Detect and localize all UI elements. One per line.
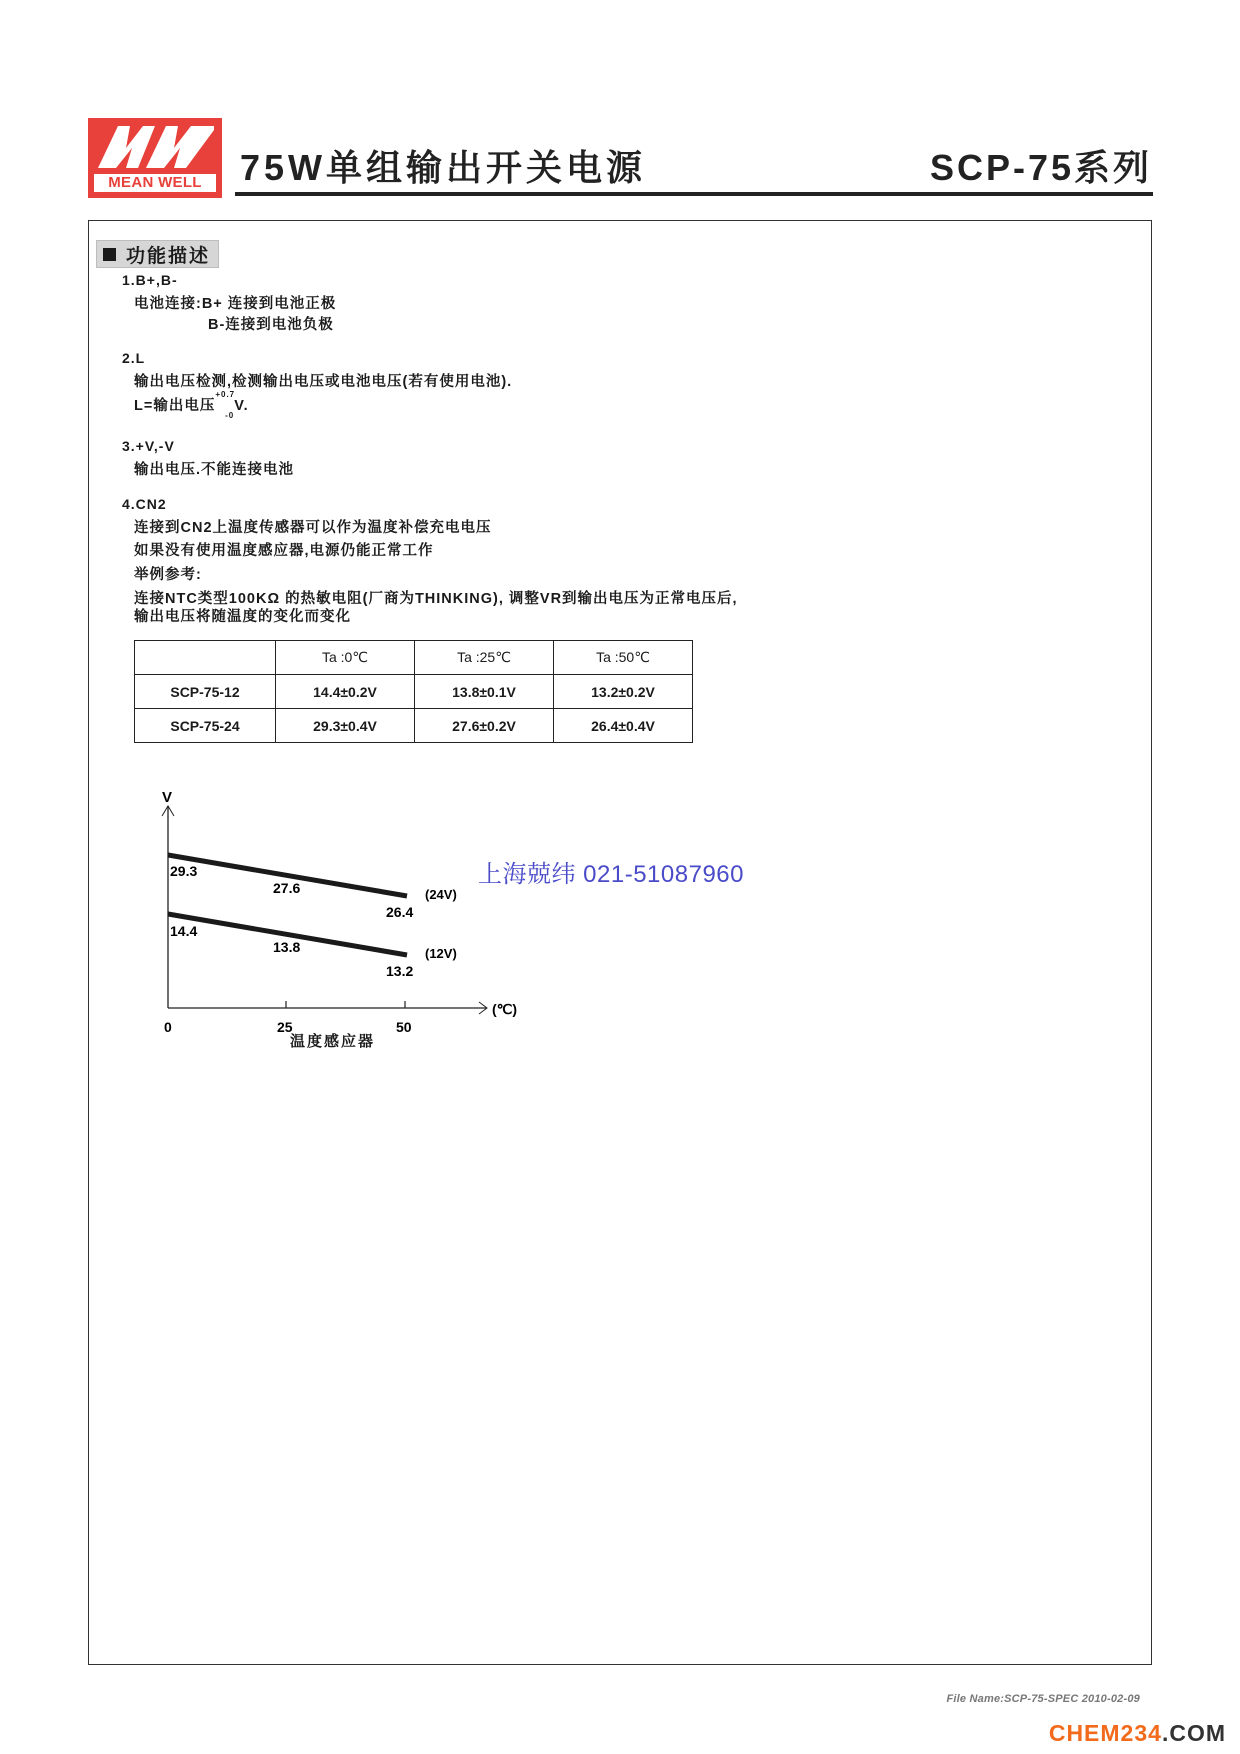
point-label: 26.4 <box>386 904 414 920</box>
x-axis-unit: (℃) <box>492 1001 518 1017</box>
model-cell: SCP-75-12 <box>135 675 276 709</box>
item-4-heading: 4.CN2 <box>122 496 167 512</box>
site-watermark <box>1049 1720 1226 1747</box>
watermark-contact: 上海兢纬 021-51087960 <box>478 861 744 888</box>
point-label: 13.2 <box>386 963 414 979</box>
model-cell: SCP-75-24 <box>135 709 276 743</box>
item-2-line-2 <box>134 390 249 420</box>
item-2-unit: V. <box>234 398 249 414</box>
section-title: 功能描述 <box>126 245 211 267</box>
x-tick-label: 0 <box>164 1019 172 1035</box>
item-4-line-5: 输出电压将随温度的变化而变化 <box>134 609 351 625</box>
item-1-line-1: 电池连接:B+ 连接到电池正极 <box>134 296 337 312</box>
section-heading <box>96 240 219 268</box>
value-cell: 13.2±0.2V <box>554 675 693 709</box>
y-axis-label: V <box>162 789 173 806</box>
table-header-cell: Ta :0℃ <box>276 641 415 675</box>
value-cell: 26.4±0.4V <box>554 709 693 743</box>
item-2-line-1: 输出电压检测,检测输出电压或电池电压(若有使用电池). <box>134 374 513 390</box>
x-tick-label: 50 <box>396 1019 412 1035</box>
temperature-voltage-table <box>134 640 693 743</box>
item-3-line-1: 输出电压.不能连接电池 <box>134 462 295 478</box>
table-header-cell <box>135 641 276 675</box>
mw-logo-icon <box>88 118 222 174</box>
item-4-line-1: 连接到CN2上温度传感器可以作为温度补偿充电电压 <box>134 520 492 536</box>
site-tld: .COM <box>1161 1720 1226 1746</box>
item-3-heading: 3.+V,-V <box>122 438 175 454</box>
series-label-12v: (12V) <box>425 946 457 961</box>
item-2-formula: L=输出电压 <box>134 398 216 414</box>
point-label: 29.3 <box>170 863 198 879</box>
table-row <box>135 675 693 709</box>
chart-caption: 温度感应器 <box>290 1033 376 1050</box>
value-cell: 14.4±0.2V <box>276 675 415 709</box>
table-header-cell: Ta :50℃ <box>554 641 693 675</box>
brand-wordmark: MEAN WELL <box>94 174 216 192</box>
item-4-line-3: 举例参考: <box>134 567 202 583</box>
value-cell: 27.6±0.2V <box>415 709 554 743</box>
point-label: 14.4 <box>170 923 198 939</box>
value-cell: 13.8±0.1V <box>415 675 554 709</box>
item-4-line-2: 如果没有使用温度感应器,电源仍能正常工作 <box>134 543 434 559</box>
header-rule <box>235 192 1153 196</box>
value-cell: 29.3±0.4V <box>276 709 415 743</box>
site-name: CHEM234 <box>1048 1720 1162 1746</box>
tolerance-plus: +0.7 <box>215 390 236 400</box>
table-header-row <box>135 641 693 675</box>
series-label-24v: (24V) <box>425 887 457 902</box>
file-name: File Name:SCP-75-SPEC 2010-02-09 <box>946 1693 1140 1705</box>
voltage-temperature-chart <box>140 770 540 1040</box>
square-bullet-icon <box>103 248 116 261</box>
series-title: SCP-75系列 <box>929 147 1152 188</box>
point-label: 13.8 <box>273 939 301 955</box>
item-4-line-4: 连接NTC类型100KΩ 的热敏电阻(厂商为THINKING), 调整VR到输出电压为正常电压后, <box>134 591 738 607</box>
mean-well-logo <box>88 118 222 198</box>
document-title: 75W单组输出开关电源 <box>240 147 647 188</box>
table-row <box>135 709 693 743</box>
item-1-line-2: B-连接到电池负极 <box>208 317 334 333</box>
tolerance-minus: -0 <box>225 410 235 420</box>
point-label: 27.6 <box>273 880 301 896</box>
x-tick-label: 25 <box>277 1019 293 1035</box>
item-1-heading: 1.B+,B- <box>122 272 178 288</box>
item-2-heading: 2.L <box>122 350 146 366</box>
table-header-cell: Ta :25℃ <box>415 641 554 675</box>
